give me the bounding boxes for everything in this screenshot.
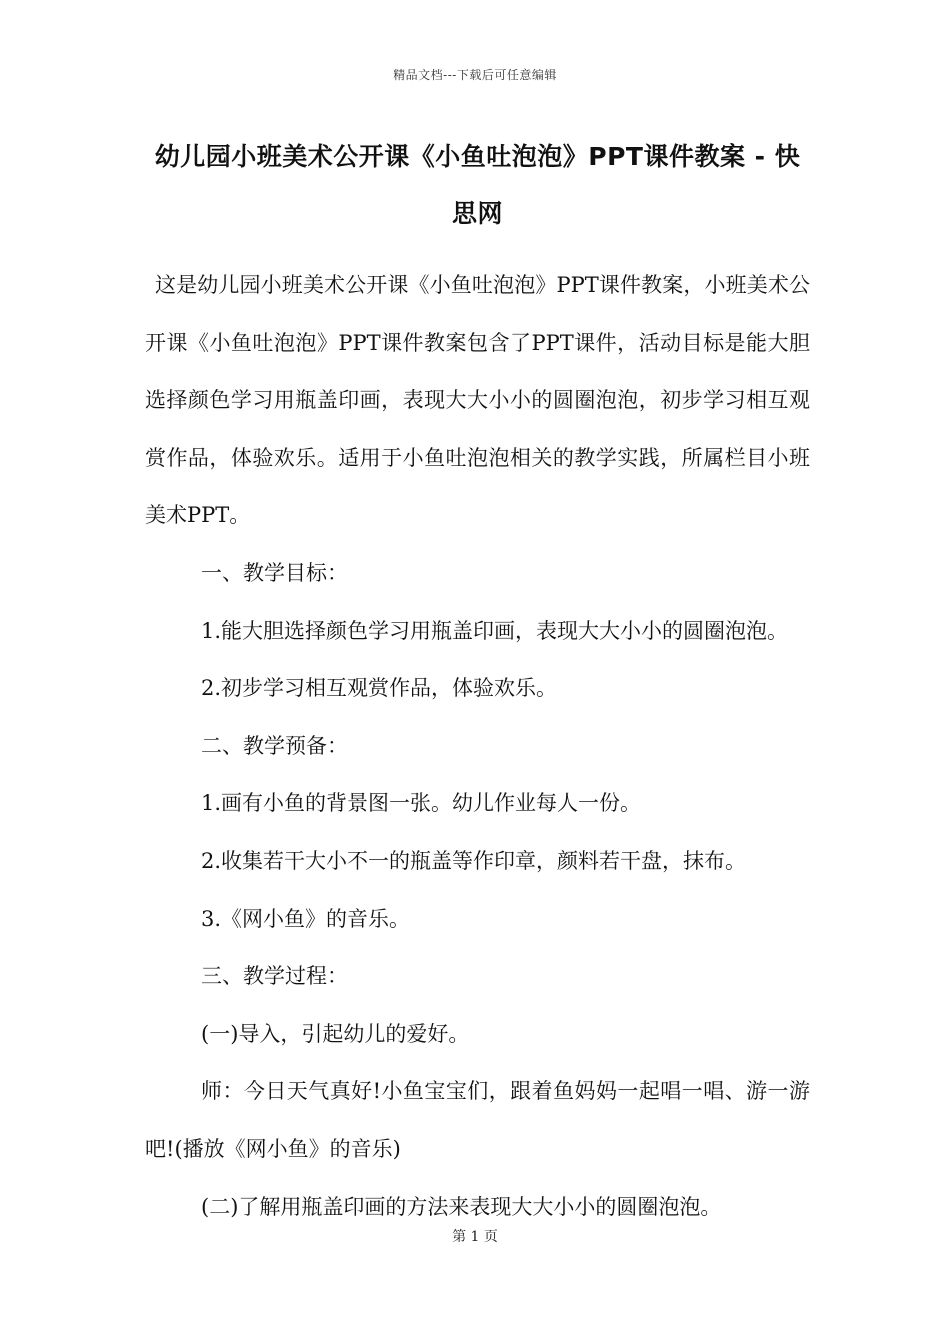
goal-item-1: 1.能大胆选择颜色学习用瓶盖印画，表现大大小小的圆圈泡泡。 xyxy=(201,618,789,643)
intro-paragraph: 这是幼儿园小班美术公开课《小鱼吐泡泡》PPT课件教案，小班美术公开课《小鱼吐泡泡》PPT课件教案包含了PPT课件，活动目标是能大胆选择颜色学习用瓶盖印画，表现大大小小的圆圈泡泡，初步学习相互观赏作品，体验欢乐。适用于小鱼吐泡泡相关的教学实践，所属栏目小班美术PPT。 xyxy=(145,273,810,528)
document-body xyxy=(145,257,810,1236)
preparation-item-1: 1.画有小鱼的背景图一张。幼儿作业每人一份。 xyxy=(201,791,642,816)
page-header: 精品文档---下载后可任意编辑 xyxy=(393,68,557,82)
goal-item-2: 2.初步学习相互观赏作品，体验欢乐。 xyxy=(201,676,558,701)
section-heading-preparation: 二、教学预备： xyxy=(201,733,348,758)
section-heading-process: 三、教学过程： xyxy=(201,964,348,989)
preparation-item-2: 2.收集若干大小不一的瓶盖等作印章，颜料若干盘，抹布。 xyxy=(201,848,747,873)
process-step-1: (一)导入，引起幼儿的爱好。 xyxy=(201,1021,470,1046)
section-heading-goals: 一、教学目标： xyxy=(201,560,348,585)
process-step-2: (二)了解用瓶盖印画的方法来表现大大小小的圆圈泡泡。 xyxy=(201,1194,722,1219)
page-number: 第 1 页 xyxy=(452,1229,498,1245)
teacher-dialogue: 师：今日天气真好!小鱼宝宝们，跟着鱼妈妈一起唱一唱、游一游吧!(播放《网小鱼》的音乐) xyxy=(145,1079,810,1161)
document-title: 幼儿园小班美术公开课《小鱼吐泡泡》PPT课件教案 - 快思网 xyxy=(154,142,801,228)
preparation-item-3: 3.《网小鱼》的音乐。 xyxy=(201,906,411,931)
